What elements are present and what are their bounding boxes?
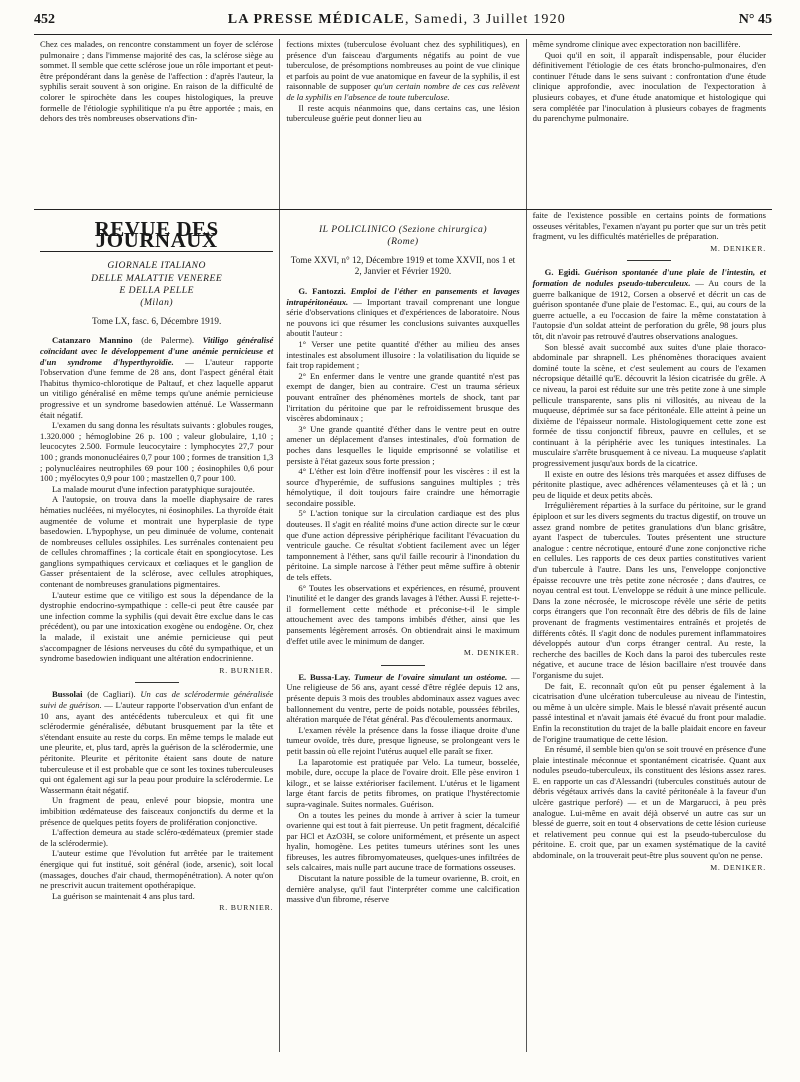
paragraph: A l'autopsie, on trouva dans la moelle diaphysaire de rares hématies nucléées, ni myélocytes, ni éosinophiles. La thyroïde était augmentée de volume et montrait une hyperplasie de type basedowien. L'hypophyse, un peu diminuée de volume, contenait de nombreuses cellules ossiphiles. Les surrénales contenaient peu de cellules chromaffines ; la corticale était en spongiocytose. Les ganglions sympathiques cervicaux et cœliaques et le ganglion de Gasser présentaient de la sclérose, avec cellules atrophiques, contenant de nombreuses granulations pigmentaires.: [40, 494, 274, 590]
journal-city: (Rome): [387, 236, 419, 248]
article-signature: M. DENIKER.: [710, 243, 766, 253]
journal-title: [228, 12, 566, 28]
issue-date: , Samedi, 3 Juillet 1920: [404, 12, 566, 27]
article-author: Catanzaro Mannino: [52, 335, 133, 346]
journal-name: LA PRESSE MÉDICALE: [227, 12, 405, 27]
text-run: — Une religieuse de 56 ans, ayant cessé d'être réglée depuis 12 ans, présente depuis 3 mois des troubles abdominaux assez vagues avec ballonnement du ventre, perte de poids notable, poussées fébriles, altération marquée de l'état général. Pas d'écoulements anormaux.: [286, 671, 520, 725]
article-separator: [381, 665, 425, 666]
article-title: Guérison spontanée d'une plaie de l'intestin, et formation de nodules pseudo-tuberculeux.: [532, 267, 766, 288]
paragraph: Son blessé avait succombé aux suites d'une plaie thoraco-abdominale par shrapnell. Les phénomènes thoraciques avaient dominé toute la scène, et c'est seulement au cours de l'examen nécropsique détaillé qu'E. découvrit la lésion cicatrisée du grêle. A ce niveau, la paroi est réduite sur une très petite zone à une simple pellicule transparente, sans plis ni villosités, au niveau de la muqueuse, déprimée sur sa face péritonéale. Elle atteint à peine un dixième de l'épaisseur normale. Histologiquement cette zone est formée de tissu conjonctif fibreux, pauvre en cellules, et se continuant à la périphérie avec les tuniques intestinales. La musculaire s'arrête brusquement à ce niveau. La muqueuse s'aplatit progressivement jusqu'aux bords de la cicatrice.: [532, 341, 766, 469]
revue-section: [34, 210, 772, 1052]
article-separator: [135, 682, 179, 683]
paragraph: 2° En enfermer dans le ventre une grande quantité n'est pas exempt de danger, bien au contraire. C'est un trauma sérieux pouvant entraîner des phénomènes mortels de shock, tant par l'irritation du péritoine que par le refroidissement brusque des viscères abdominaux ;: [286, 370, 520, 424]
paragraph: 6° Toutes les observations et expériences, en résumé, prouvent l'inutilité et le danger des grands lavages à l'éther. Aussi F. rejette-t-il formellement cette méthode et préconise-t-il le simple attouchement avec des tampons imbibés d'éther, ainsi que les pansements légèrement arrosés. On obtiendrait ainsi le maximum d'effet utile avec le minimum de danger.: [286, 582, 520, 646]
journal-heading-line: E DELLA PELLE: [119, 285, 194, 296]
paragraph: [533, 267, 766, 341]
paragraph: 5° L'action tonique sur la circulation cardiaque est des plus douteuses. Il s'agit en réalité moins d'une action directe sur le cœur que d'une action dépressive périphérique facilitant l'évacuation du ventricule gauche. Ce résultat s'obtient facilement avec un léger tamponnement à l'éther, sans qu'il faille recourir à l'inondation du péritoine. La simple narcose à l'éther peut même suffire à obtenir de tels effets.: [286, 508, 520, 583]
paragraph: [40, 689, 273, 795]
paragraph: Il reste acquis néanmoins que, dans certains cas, une lésion tuberculeuse guérie peut donner lieu au: [286, 102, 520, 124]
page-header: [34, 12, 772, 32]
revue-column-1: [34, 210, 279, 1052]
issue-number: N° 45: [738, 12, 772, 27]
paragraph: Un fragment de peau, enlevé pour biopsie, montra une imbibition œdémateuse des faisceaux conjonctifs du derme et la présence de quelques petits foyers de prolifération conjonctive.: [40, 795, 274, 827]
paragraph: [40, 335, 273, 420]
article-title: Un cas de sclérodermie généralisée suivi de guérison.: [40, 689, 274, 710]
paragraph: faite de l'existence possible en certains points de formations osseuses véritables, l'examen n'ayant pu porter que sur un très petit fragment, vu les difficultés matérielles de préparation.: [532, 210, 766, 242]
paragraph: Irrégulièrement réparties à la surface du péritoine, sur le grand épiploon et sur les divers segments du tractus digestif, on trouve un assez grand nombre de petites granulations d'un blanc grisâtre, ayant l'aspect de tubercules. Toutes présentent une structure analogue : centre nécrotique, entouré d'une zone conjonctive riche en cellules. Les rapports de ces deux parties constitutives varient d'un tubercule à l'autre. Dans les uns, l'enveloppe conjonctive épaisse recouvre une très petite zone nécrosée ; dans d'autres, ce noyau central est tout. L'enveloppe se réduit à une mince pellicule. Dans la zone nécrosée, le microscope révèle une série de petits corps étrangers que l'on reconnaît être des débris de fils de laine provenant de fragments vestimentaires entraînés et projetés de différents côtés. Il s'agit donc de nodules purement inflammatoires développés autour d'un corps étranger central. Au reste, la recherche des bacilles de Koch dans la paroi des tubercules reste négative, et aucune trace de lésion bacillaire n'est trouvée dans l'organisme du sujet.: [532, 500, 766, 680]
header-rule: [34, 34, 772, 35]
paragraph: La laparotomie est pratiquée par Velo. La tumeur, bosselée, mobile, dure, occupe la place de l'ovaire droit. Elle pèse environ 1 kilogr., et se laisse extérioriser facilement. L'utérus et le ligament large étant farcis de petits fibromes, on pratique l'hystérectomie supra-vaginale. Suites normales. Guérison.: [286, 756, 520, 809]
article-signature: M. DENIKER.: [710, 862, 766, 872]
paragraph: On a toutes les peines du monde à arriver à scier la tumeur ovarienne qui est tout à fait pierreuse. Un petit fragment, décalcifié par HCl et AzO3H, se colore uniformément, et présente un aspect hyalin, homogène. Les petites tumeurs utérines sont les unes fibreuses, les autres fibromyomateuses, quelques-unes infiltrées de sels calcaires, mais nulle part aucune trace de formations osseuses.: [286, 809, 520, 873]
article-author: Bussolai: [52, 689, 83, 700]
article-bussa-lay: [286, 672, 519, 905]
paragraph: [286, 286, 519, 339]
journal-heading-line: IL POLICLINICO (Sezione chirurgica): [318, 224, 488, 235]
journal-city: (Milan): [140, 297, 174, 309]
italic-run: qu'un certain nombre de ces cas relèvent de la syphilis en l'absence de toute tuberculose.: [286, 81, 520, 102]
revue-column-3: [526, 210, 772, 1052]
paragraph: De fait, E. reconnaît qu'on eût pu penser également à la cicatrisation d'une ulcération tuberculeuse au niveau de l'intestin, ou même à un ulcère simple. Mais le blessé n'avait présenté aucun passé intestinal et n'avait jamais été évacué du front pour maladie. Enfin la reconstitution du trajet de la balle plaidait encore en faveur de l'origine traumatique de cette lésion.: [532, 680, 766, 744]
author-origin: (de Palerme).: [132, 335, 203, 346]
paragraph: En résumé, il semble bien qu'on se soit trouvé en présence d'une plaie intestinale méconnue et spontanément cicatrisée. Quant aux nodules pseudo-tuberculeux, ils constituent des lésions assez rares. E. en rapporte un cas d'Alessandri (tubercules constitués autour de débris végétaux arrivés dans la cavité péritonéale à la faveur d'un ulcère gastrique perforé) — et un de Margarucci, à peu près analogue. Lui-même en avait déjà observé un autre cas sur un blessé de guerre, soit en tout 4 observations de cette lésion curieuse et relativement peu connue qui est la pseudo-tuberculose du péritoine. E. croit que, par un examen systématique de la cavité abdominale, on la trouverait peut-être plus souvent qu'on ne pense.: [532, 744, 766, 861]
article-bussa-lay-continued: [533, 210, 766, 254]
text-run: — Important travail comprenant une longue série d'observations cliniques et d'expériences de laboratoire. Nous ne pouvons ici que résumer les conclusions suivantes auxquelles aboutit l'auteur :: [286, 296, 520, 339]
article-author: G. Fantozzi.: [298, 286, 346, 296]
author-origin: (de Cagliari).: [82, 689, 141, 700]
article-title: Tumeur de l'ovaire simulant un ostéome.: [350, 671, 508, 682]
article-mannino: [40, 335, 273, 676]
journal-heading-line: GIORNALE ITALIANO: [107, 260, 206, 272]
journal-issue-meta: Tome LX, fasc. 6, Décembre 1919.: [92, 315, 222, 326]
journal-heading-line: DELLE MALATTIE VENEREE: [91, 272, 223, 284]
page-number: 452: [34, 12, 55, 27]
article-signature: M. DENIKER.: [463, 648, 520, 658]
paragraph: Quoi qu'il en soit, il apparaît indispensable, pour élucider définitivement l'étiologie de ces états broncho-pulmonaires, d'en continuer l'étude dans le sens suivant : confrontation d'une étude clinique approfondie, avec inoculation de l'expectoration à plusieurs cobayes, et d'une étude anatomique et histologique qui sera complétée par l'inoculation à plusieurs cobayes de fragments du parenchyme pulmonaire.: [532, 49, 766, 124]
paragraph: même syndrome clinique avec expectoration non bacillifère.: [532, 39, 741, 49]
article-title: Emploi de l'éther en pansements et lavages intrapéritonéaux.: [286, 286, 520, 307]
text-run: — L'auteur rapporte l'observation d'un enfant de 10 ans, ayant des antécédents tuberculeux et qui fit une sclérodermie généralisée, débutant brusquement par la tête et s'étendant ensuite au reste du corps. En même temps le malade eut une pleurite, et, plus tard, après la guérison de la sclérodermie, une péritonite. Pleurite et péritonite étaient sans doute de nature tuberculeuse et il est probable que ce sont les toxines tuberculeuses qui ont également agi sur la peau pour produire la sclérodermie. Le Wassermann était négatif.: [40, 700, 274, 795]
paragraph: 3° Une grande quantité d'éther dans le ventre peut en outre amener un déplacement d'anses intestinales, d'où formation de poches dans lesquelles le liquide emprisonné se volatilise et persiste à l'état gazeux sous forte pression ;: [286, 423, 520, 466]
text-run: — Au cours de la guerre balkanique de 1912, Corsen a observé et décrit un cas de guérison spontanée d'une plaie de l'estomac. E., qui, au cours de la guerre actuelle, a eu l'occasion de faire la même constatation à l'autopsie d'un soldat atteint de perforation du grêle, 98 jours plus tôt, dit n'avoir pas retrouvé d'autres observations analogues.: [532, 277, 766, 341]
section-title: REVUE DES JOURNAUX: [40, 224, 273, 252]
article-separator: [627, 260, 671, 261]
article-signature: R. BURNIER.: [219, 665, 274, 675]
paragraph: Discutant la nature possible de la tumeur ovarienne, B. croit, en dernière analyse, qu'il faut l'interpréter comme une calcification massive d'un fibrome, réserve: [286, 873, 520, 905]
text-run: fections mixtes (tuberculose évoluant chez des syphilitiques), en présence d'un faisceau d'arguments négatifs au point de vue tuberculose, de présomptions nombreuses au point de vue clinique et parfois au point de vue anatomique en faveur de la syphilis, il est raisonnable de supposer: [286, 39, 520, 92]
journal-heading: [40, 260, 273, 310]
paragraph: La malade mourut d'une infection paratyphique surajoutée.: [52, 483, 255, 494]
article-author: E. Bussa-Lay.: [298, 671, 351, 682]
article-bussolai: [40, 689, 273, 913]
paragraph: L'examen révèle la présence dans la fosse iliaque droite d'une tumeur ovoïde, très dure, presque ligneuse, se prolongeant vers le petit bassin où elle rejoint l'utérus auquel elle paraît se fixer.: [286, 724, 520, 756]
paragraph: [286, 672, 519, 725]
paragraph: Il existe en outre des lésions très marquées et assez diffuses de péritonite plastique, avec adhérences vélamenteuses çà et là ; un peu de liquide et deux petits abcès.: [532, 468, 766, 500]
article-title: Vitiligo généralisé coïncidant avec le développement d'une anémie pernicieuse et d'un syndrome d'hyperthyroïdie.: [40, 335, 274, 367]
revue-column-2: [279, 210, 525, 1052]
paragraph: L'auteur estime que l'évolution fut arrêtée par le traitement énergique qui fut institué, soit général (iode, arsenic), soit local (massages, douches d'air chaud, thermopénétration). A noter qu'on ne prescrivit aucun traitement opothérapique.: [40, 848, 274, 891]
article-egidi: [533, 267, 766, 873]
paragraph: L'auteur estime que ce vitiligo est sous la dépendance de la dystrophie endocrino-sympathique : celle-ci peut être causée par une infection comme la syphilis (qui devait être exclue dans le cas précédent), ou par une intoxication exogène ou endogène. Or, chez la malade, il existait une anémie pernicieuse qui peut s'accompagner de lésions nerveuses du côté du sympathique, et un syndrome basedowien indiquant une altération endocrinienne.: [40, 589, 274, 664]
journal-heading: [286, 224, 519, 249]
text-run: — L'auteur rapporte l'observation d'une femme de 28 ans, dont l'aspect général était l'habitus thymico-chlorotique de Paltauf, et chez laquelle apparut un vitiligo généralisé en même temps qu'une anémie pernicieuse progressive et un syndrome basedowien atténué. Le Wassermann était négatif.: [40, 356, 274, 420]
paragraph: L'affection demeura au stade scléro-œdémateux (premier stade de la sclérodermie).: [40, 827, 274, 848]
paragraph: La guérison se maintenait 4 ans plus tard.: [52, 890, 195, 901]
paragraph: Chez ces malades, on rencontre constamment un foyer de sclérose pulmonaire ; dans l'immense majorité des cas, la sclérose siège au sommet. Il semble que cette sclérose joue un rôle important et peut-être prépondérant dans la genèse de l'affection : d'après l'auteur, la syphilis serait souvent à son origine. En raison de la difficulté de colorer le spirochète dans les coupes histologiques, la preuve formelle de l'étiologie syphilitique n'a pu être apportée ; mais, en dehors des très nombreuses observations d'in-: [40, 39, 274, 124]
journal-issue-meta: Tome XXVI, n° 12, Décembre 1919 et tome XXVII, nos 1 et 2, Janvier et Février 1920.: [290, 254, 516, 277]
top-column-1: [34, 39, 279, 209]
paragraph: 1° Verser une petite quantité d'éther au milieu des anses intestinales est absolument illusoire : la volatilisation du liquide se fait trop rapidement ;: [286, 338, 520, 371]
article-signature: R. BURNIER.: [219, 903, 274, 913]
paragraph: [286, 39, 519, 103]
paragraph: L'examen du sang donna les résultats suivants : globules rouges, 1.320.000 ; hémoglobine 26 p. 100 ; valeur globulaire, 1,10 ; leucocytes 2.500. Formule leucocytaire : lymphocytes 27,7 pour 100 ; grands mononucléaires 0,7 pour 100 ; formes de transition 1,3 ; polynucléaires neutrophiles 69 pour 100 ; éosinophiles 0,6 pour 100 ; myélocytes 0,9 pour 100 ; mastzellen 0,7 pour 100.: [40, 420, 274, 484]
article-author: G. Egidi.: [544, 267, 580, 278]
article-fantozzi: [286, 286, 519, 659]
paragraph: 4° L'éther est loin d'être inoffensif pour les viscères : il est la source d'hyperémie, de suffusions sanguines multiples ; très hémolytique, il doit toujours faire craindre une hémorragie secondaire possible.: [286, 466, 520, 508]
top-column-3: [526, 39, 772, 209]
top-column-2: [279, 39, 525, 209]
top-continuation: [34, 39, 772, 209]
